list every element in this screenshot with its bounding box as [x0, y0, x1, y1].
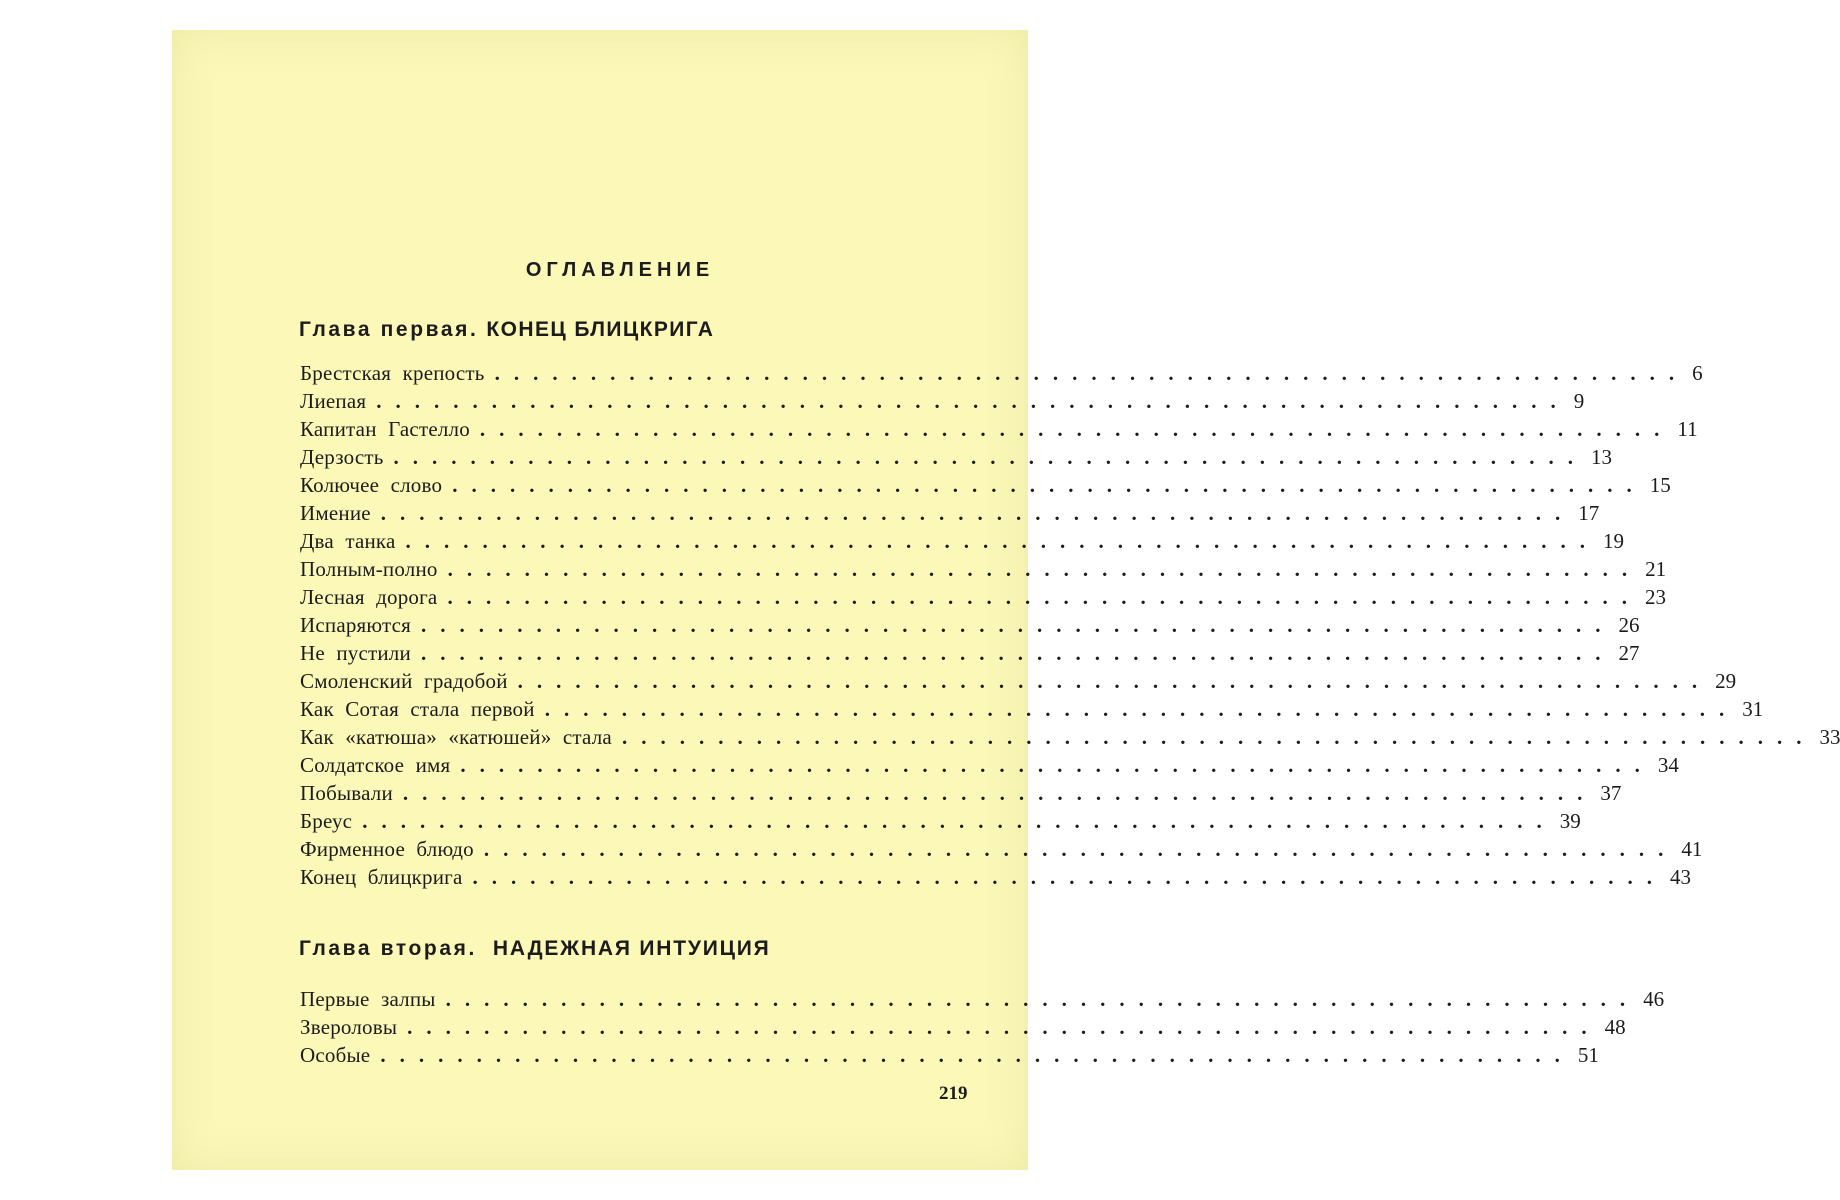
entry-title: Звероловы: [300, 1015, 398, 1039]
entry-title: Конец блицкрига: [300, 865, 463, 889]
toc-entry[interactable]: [300, 985, 1665, 1013]
leader-dots: ..............................................................: [362, 809, 1556, 833]
leader-dots: ..............................................................: [460, 753, 1654, 777]
chapter-name: КОНЕЦ БЛИЦКРИГА: [486, 318, 715, 341]
toc-entry[interactable]: [300, 639, 1640, 667]
entry-page: 21: [1645, 557, 1667, 581]
toc-entry[interactable]: [300, 835, 1703, 863]
toc-entry[interactable]: [300, 695, 1764, 723]
leader-dots: ..............................................................: [517, 669, 1712, 693]
toc-entry[interactable]: [300, 499, 1600, 527]
toc-title: ОГЛАВЛЕНИЕ: [525, 259, 715, 281]
entry-title: Бреус: [300, 809, 353, 833]
chapter-heading: [299, 317, 714, 342]
toc-entry[interactable]: [300, 471, 1671, 499]
entry-page: 19: [1603, 529, 1625, 553]
leader-dots: ..............................................................: [452, 473, 1646, 497]
entry-page: 43: [1670, 865, 1692, 889]
toc-entry[interactable]: [300, 751, 1679, 779]
toc-entry[interactable]: [300, 667, 1737, 695]
entry-page: 46: [1643, 987, 1665, 1011]
entry-title: Колючее слово: [300, 473, 443, 497]
entry-title: Брестская крепость: [300, 361, 485, 385]
leader-dots: ..............................................................: [445, 987, 1640, 1011]
entry-page: 48: [1604, 1015, 1626, 1039]
toc-entry[interactable]: [300, 359, 1703, 387]
leader-dots: ..............................................................: [479, 417, 1674, 441]
leader-dots: ..............................................................: [472, 865, 1667, 889]
chapter-heading: [299, 936, 771, 961]
leader-dots: ..............................................................: [380, 501, 1575, 525]
leader-dots: ..............................................................: [621, 725, 1816, 749]
toc-entry[interactable]: [300, 415, 1698, 443]
entry-title: Солдатское имя: [300, 753, 451, 777]
toc-list: [300, 985, 1665, 1069]
entry-title: Как Сотая стала первой: [300, 697, 535, 721]
entry-page: 27: [1618, 641, 1640, 665]
entry-title: Полным-полно: [300, 557, 438, 581]
entry-title: Имение: [300, 501, 371, 525]
entry-title: Капитан Гастелло: [300, 417, 470, 441]
entry-title: Лиепая: [300, 389, 367, 413]
leader-dots: ..............................................................: [494, 361, 1689, 385]
entry-page: 13: [1591, 445, 1613, 469]
book-page: [172, 30, 1840, 1170]
leader-dots: ..............................................................: [447, 557, 1642, 581]
entry-title: Особые: [300, 1043, 371, 1067]
entry-title: Первые залпы: [300, 987, 436, 1011]
entry-title: Дерзость: [300, 445, 384, 469]
leader-dots: ..............................................................: [407, 1015, 1601, 1039]
entry-page: 9: [1573, 389, 1585, 413]
toc-entry[interactable]: [300, 611, 1640, 639]
toc-entry[interactable]: [300, 1041, 1599, 1069]
toc-entry[interactable]: [300, 527, 1625, 555]
entry-page: 39: [1559, 809, 1581, 833]
chapter-label: Глава первая.: [299, 318, 479, 341]
leader-dots: ..............................................................: [544, 697, 1739, 721]
entry-title: Испаряются: [300, 613, 412, 637]
leader-dots: ..............................................................: [393, 445, 1588, 469]
entry-title: Как «катюша» «катюшей» стала: [300, 725, 612, 749]
leader-dots: ..............................................................: [483, 837, 1678, 861]
toc-entry[interactable]: [300, 443, 1613, 471]
toc-list: [300, 359, 1840, 891]
toc-entry[interactable]: [300, 723, 1840, 751]
entry-page: 17: [1578, 501, 1600, 525]
entry-page: 26: [1618, 613, 1640, 637]
toc-entry[interactable]: [300, 863, 1692, 891]
leader-dots: ..............................................................: [421, 613, 1615, 637]
entry-page: 15: [1649, 473, 1671, 497]
page-number: 219: [939, 1083, 968, 1104]
entry-page: 31: [1742, 697, 1764, 721]
toc-entry[interactable]: [300, 387, 1585, 415]
leader-dots: ..............................................................: [376, 389, 1570, 413]
entry-page: 37: [1600, 781, 1622, 805]
leader-dots: ..............................................................: [420, 641, 1615, 665]
leader-dots: ..............................................................: [447, 585, 1641, 609]
toc-entry[interactable]: [300, 583, 1666, 611]
entry-page: 23: [1644, 585, 1666, 609]
entry-page: 51: [1577, 1043, 1599, 1067]
leader-dots: ..............................................................: [405, 529, 1600, 553]
leader-dots: ..............................................................: [402, 781, 1597, 805]
entry-page: 33: [1819, 725, 1840, 749]
toc-entry[interactable]: [300, 1013, 1626, 1041]
entry-title: Не пустили: [300, 641, 411, 665]
chapter-label: Глава вторая.: [299, 937, 477, 960]
entry-title: Два танка: [300, 529, 396, 553]
entry-page: 6: [1692, 361, 1703, 385]
entry-page: 29: [1715, 669, 1737, 693]
leader-dots: ..............................................................: [380, 1043, 1574, 1067]
entry-title: Побывали: [300, 781, 393, 805]
entry-title: Фирменное блюдо: [300, 837, 474, 861]
entry-title: Смоленский градобой: [300, 669, 508, 693]
toc-entry[interactable]: [300, 807, 1581, 835]
toc-entry[interactable]: [300, 779, 1622, 807]
entry-page: 11: [1677, 417, 1698, 441]
entry-page: 41: [1681, 837, 1703, 861]
entry-title: Лесная дорога: [300, 585, 438, 609]
entry-page: 34: [1657, 753, 1679, 777]
toc-entry[interactable]: [300, 555, 1667, 583]
chapter-name: НАДЕЖНАЯ ИНТУИЦИЯ: [492, 937, 771, 960]
